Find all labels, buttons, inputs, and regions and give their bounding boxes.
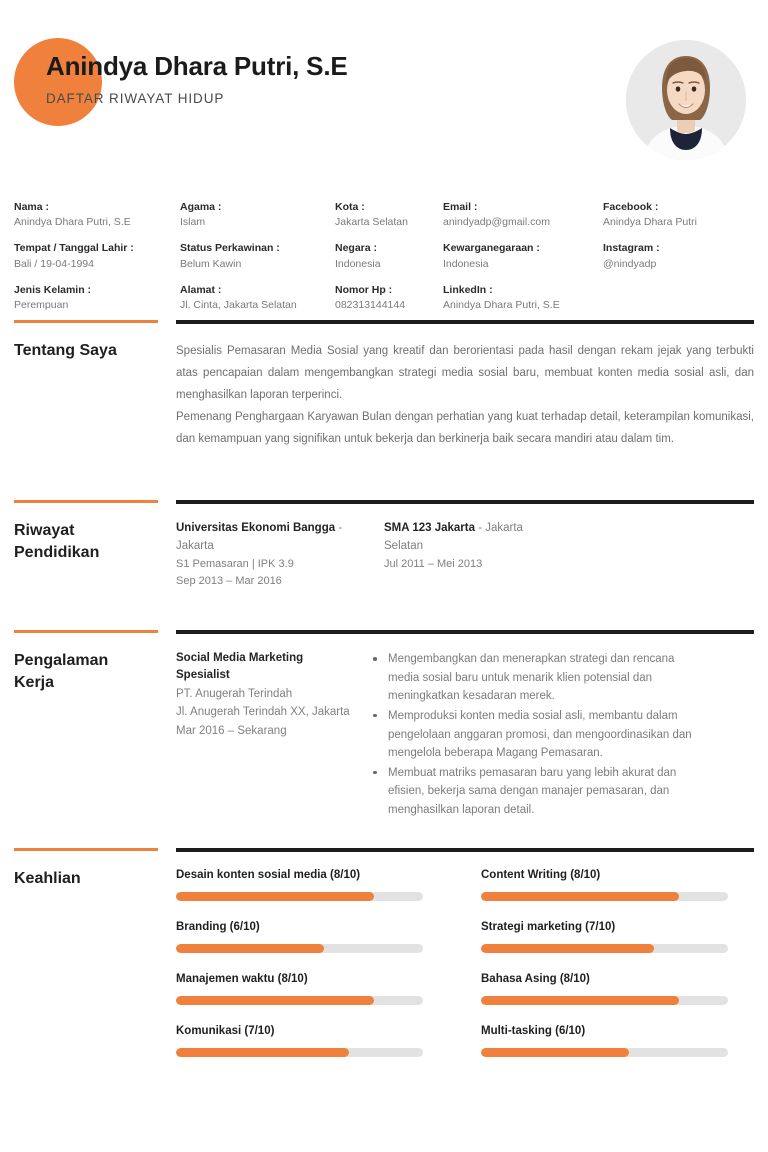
contact-value: Perempuan (14, 298, 69, 311)
skill-progress-fill (481, 892, 679, 901)
contact-label: Nomor Hp : (335, 283, 393, 296)
contact-value: anindyadp@gmail.com (443, 216, 550, 229)
skills-content (176, 868, 754, 1057)
skill-item (176, 1024, 446, 1057)
contact-details-grid (14, 200, 754, 313)
skill-item (481, 972, 751, 1005)
skill-label: Content Writing (8/10) (481, 869, 601, 881)
about-paragraph: Spesialis Pemasaran Media Sosial yang kreatif dan berorientasi pada hasil dengan rekam jejak yang terbukti atas pencapaian dalam mengembangkan strategi media sosial baru, membuat konten media sosial asli, dan menghasilkan laporan terperinci. (176, 345, 754, 402)
contact-field (335, 241, 443, 271)
skill-progress-fill (176, 944, 324, 953)
skill-item (481, 920, 751, 953)
experience-company: PT. Anugerah Terindah (176, 687, 293, 700)
education-content (176, 520, 754, 590)
contact-label: Kota : (335, 201, 365, 213)
section-title-line: Pengalaman (14, 652, 109, 669)
contact-value: Anindya Dhara Putri, S.E (14, 216, 131, 229)
contact-value: Jakarta Selatan (335, 216, 408, 229)
contact-field (603, 200, 753, 230)
contact-field (443, 283, 603, 313)
contact-field-empty (603, 283, 753, 313)
education-detail: S1 Pemasaran | IPK 3.9 (176, 557, 294, 570)
contact-field (335, 283, 443, 313)
experience-content (176, 650, 754, 821)
section-about (0, 320, 768, 450)
contact-field (14, 283, 180, 313)
contact-field (335, 200, 443, 230)
skill-progress-track (481, 996, 728, 1005)
contact-label: Alamat : (180, 283, 222, 296)
contact-value: Indonesia (335, 257, 381, 270)
experience-duties (371, 650, 701, 821)
skill-progress-fill (481, 996, 679, 1005)
list-item: Mengembangkan dan menerapkan strategi dan rencana media sosial baru untuk menarik klien potensial dan meningkatkan kesadaran merek. (371, 650, 701, 706)
skill-progress-fill (481, 1048, 629, 1057)
contact-field (180, 200, 335, 230)
contact-field (443, 241, 603, 271)
header-text-block (46, 52, 348, 106)
contact-label: Agama : (180, 201, 222, 213)
skill-label: Strategi marketing (7/10) (481, 920, 616, 933)
contact-value: Indonesia (443, 257, 489, 270)
contact-value: Islam (180, 216, 206, 229)
contact-label: Negara : (335, 242, 378, 255)
divider-orange (14, 320, 158, 323)
section-experience (0, 630, 768, 821)
skill-label: Multi-tasking (6/10) (481, 1024, 586, 1037)
skills-grid (176, 868, 754, 1057)
education-period: Jul 2011 – Mei 2013 (384, 557, 483, 570)
page-subtitle: DAFTAR RIWAYAT HIDUP (46, 90, 225, 106)
contact-label: Status Perkawinan : (180, 242, 280, 255)
education-school-city: - Jakarta Selatan (384, 522, 523, 552)
contact-label: Jenis Kelamin : (14, 283, 92, 296)
divider-dark (176, 848, 754, 852)
skill-progress-track (176, 892, 423, 901)
divider-orange (14, 500, 158, 503)
skill-progress-track (176, 1048, 423, 1057)
contact-value: Belum Kawin (180, 257, 242, 270)
skill-progress-fill (481, 944, 654, 953)
skill-progress-fill (176, 1048, 349, 1057)
section-title-line: Pendidikan (14, 543, 100, 561)
cv-header (0, 0, 768, 175)
contact-label: Nama : (14, 201, 50, 213)
skill-progress-fill (176, 892, 374, 901)
contact-field (14, 241, 180, 271)
contact-value: 082313144144 (335, 298, 406, 311)
education-item (176, 520, 356, 590)
skill-item (176, 868, 446, 901)
contact-value: @nindyadp (603, 257, 657, 270)
contact-label: Tempat / Tanggal Lahir : (14, 242, 134, 255)
skill-item (481, 868, 751, 901)
education-school-name: SMA 123 Jakarta (384, 522, 475, 534)
skill-item (176, 972, 446, 1005)
skill-progress-fill (176, 996, 374, 1005)
section-title-about: Tentang Saya (14, 342, 117, 359)
contact-field (14, 200, 180, 230)
education-school (176, 520, 356, 556)
section-title-skills: Keahlian (14, 870, 81, 887)
list-item: Memproduksi konten media sosial asli, membantu dalam pengelolaan anggaran promosi, dan mengoordinasikan dan mengelola beberapa Magang Pemasaran. (371, 707, 701, 763)
contact-value: Anindya Dhara Putri, S.E (443, 298, 560, 311)
skill-progress-track (176, 944, 423, 953)
page-title: Anindya Dhara Putri, S.E (46, 51, 348, 81)
about-content (176, 340, 754, 450)
experience-period: Mar 2016 – Sekarang (176, 724, 287, 737)
experience-job-title: Social Media Marketing Spesialist (176, 652, 304, 682)
education-school (384, 520, 564, 556)
contact-value: Bali / 19-04-1994 (14, 257, 94, 270)
contact-label: Kewarganegaraan : (443, 242, 540, 255)
skill-item (481, 1024, 751, 1057)
contact-value: Anindya Dhara Putri (603, 216, 697, 229)
divider-orange (14, 630, 158, 633)
contact-field (603, 241, 753, 271)
contact-field (180, 283, 335, 313)
section-title-line: Kerja (14, 673, 55, 691)
section-title-experience (14, 650, 164, 693)
section-education (0, 500, 768, 590)
experience-address: Jl. Anugerah Terindah XX, Jakarta (176, 706, 350, 719)
contact-field (180, 241, 335, 271)
skill-label: Desain konten sosial media (8/10) (176, 869, 361, 881)
education-school-city: - Jakarta (176, 522, 343, 552)
experience-job-block (176, 650, 351, 821)
contact-label: LinkedIn : (443, 283, 493, 296)
skill-progress-track (481, 892, 728, 901)
contact-label: Facebook : (603, 201, 659, 213)
skill-label: Manajemen waktu (8/10) (176, 972, 308, 985)
skill-label: Komunikasi (7/10) (176, 1024, 275, 1037)
education-item (384, 520, 564, 590)
divider-orange (14, 848, 158, 851)
contact-value: Jl. Cinta, Jakarta Selatan (180, 298, 297, 311)
about-paragraph: Pemenang Penghargaan Karyawan Bulan dengan perhatian yang kuat terhadap detail, keterampilan komunikasi, dan kemampuan yang signifikan untuk bekerja dan berkinerja baik secara mandiri atau dalam tim. (176, 411, 754, 446)
avatar (626, 40, 746, 160)
skill-item (176, 920, 446, 953)
divider-dark (176, 320, 754, 324)
contact-label: Instagram : (603, 242, 660, 255)
divider-dark (176, 500, 754, 504)
skill-label: Bahasa Asing (8/10) (481, 972, 590, 985)
education-period: Sep 2013 – Mar 2016 (176, 574, 282, 587)
skill-progress-track (176, 996, 423, 1005)
education-school-name: Universitas Ekonomi Bangga (176, 522, 336, 534)
skill-label: Branding (6/10) (176, 920, 260, 933)
list-item: Membuat matriks pemasaran baru yang lebih akurat dan efisien, bekerja sama dengan manajer pemasaran, dan menghasilkan laporan detail. (371, 764, 701, 820)
section-title-education (14, 520, 164, 563)
skill-progress-track (481, 1048, 728, 1057)
avatar-illustration (626, 40, 746, 160)
contact-field (443, 200, 603, 230)
skill-progress-track (481, 944, 728, 953)
contact-label: Email : (443, 201, 478, 213)
section-skills (0, 848, 768, 1057)
divider-dark (176, 630, 754, 634)
section-title-line: Riwayat (14, 522, 75, 539)
